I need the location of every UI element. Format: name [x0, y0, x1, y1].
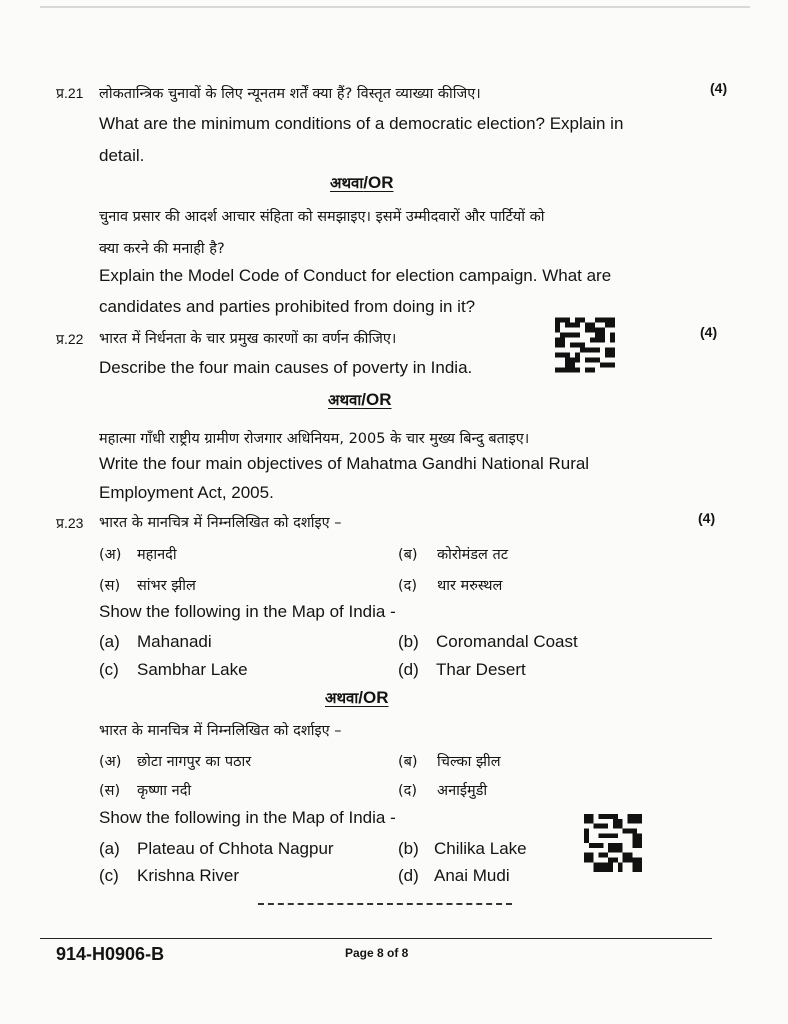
question-22-hindi: भारत में निर्धनता के चार प्रमुख कारणों का वर्णन कीजिए। [99, 331, 397, 347]
option-text: Krishna River [137, 866, 240, 885]
option-label: (b) [398, 632, 419, 651]
question-21-or-divider [330, 173, 394, 193]
option-label: (अ) [99, 547, 122, 563]
or-english: /OR [363, 173, 394, 192]
page-top-edge [40, 6, 750, 8]
question-22-number: प्र.22 [56, 331, 84, 347]
option-text: सांभर झील [137, 578, 196, 594]
question-23-alt-english: Show the following in the Map of India - [99, 808, 396, 827]
question-21-number: प्र.21 [56, 85, 84, 101]
question-21-marks: (4) [710, 80, 728, 96]
option-text: Sambhar Lake [137, 660, 248, 679]
question-21-alt-english-line1: Explain the Model Code of Conduct for election campaign. What are [99, 266, 612, 285]
question-21-english-line1: What are the minimum conditions of a democratic election? Explain in [99, 114, 624, 133]
option-text: अनाईमुडी [437, 783, 488, 799]
option-text: Anai Mudi [434, 866, 510, 885]
option-text: Thar Desert [436, 660, 526, 679]
option-label: (b) [398, 839, 419, 858]
or-hindi: अथवा [328, 391, 362, 409]
question-21-alt-english-line2: candidates and parties prohibited from doing in it? [99, 297, 476, 316]
question-22-english: Describe the four main causes of poverty in India. [99, 358, 473, 377]
question-21-hindi: लोकतान्त्रिक चुनावों के लिए न्यूनतम शर्तें क्या हैं? विस्तृत व्याख्या कीजिए। [99, 86, 481, 102]
option-label: (अ) [99, 754, 122, 770]
option-label: (द) [398, 783, 418, 799]
option-text: Chilika Lake [434, 839, 527, 858]
or-hindi: अथवा [330, 174, 364, 192]
option-label: (c) [99, 866, 119, 885]
question-23-or-divider [325, 688, 389, 708]
question-23-alt-hindi: भारत के मानचित्र में निम्नलिखित को दर्शाइए – [99, 723, 342, 739]
question-23-english: Show the following in the Map of India - [99, 602, 396, 621]
or-english: /OR [361, 390, 392, 409]
question-23-marks: (4) [698, 510, 716, 526]
question-22-alt-english-line2: Employment Act, 2005. [99, 483, 274, 502]
option-text: चिल्का झील [437, 754, 501, 770]
option-label: (c) [99, 660, 119, 679]
option-label: (a) [99, 839, 120, 858]
option-label: (a) [99, 632, 120, 651]
qr-code-icon [584, 814, 642, 872]
question-23-number: प्र.23 [56, 515, 84, 531]
qr-code-icon [555, 317, 615, 373]
option-text: थार मरुस्थल [437, 578, 503, 594]
option-label: (द) [398, 578, 418, 594]
option-text: महानदी [137, 547, 177, 563]
option-text: छोटा नागपुर का पठार [137, 754, 252, 770]
option-label: (स) [99, 783, 121, 799]
footer-rule [40, 938, 712, 939]
option-text: Mahanadi [137, 632, 212, 651]
page-number: Page 8 of 8 [345, 946, 409, 960]
or-english: /OR [358, 688, 389, 707]
question-21-english-line2: detail. [99, 146, 145, 165]
end-of-paper-dotted-line [258, 903, 512, 905]
option-label: (ब) [398, 547, 418, 563]
option-label: (स) [99, 578, 121, 594]
question-23-hindi: भारत के मानचित्र में निम्नलिखित को दर्शाइए – [99, 515, 342, 531]
option-text: कोरोमंडल तट [437, 547, 509, 563]
question-21-alt-hindi-line1: चुनाव प्रसार की आदर्श आचार संहिता को समझाइए। इसमें उम्मीदवारों और पार्टियों को [99, 209, 545, 225]
question-22-alt-english-line1: Write the four main objectives of Mahatma Gandhi National Rural [99, 454, 590, 473]
option-label: (d) [398, 866, 419, 885]
paper-code: 914-H0906-B [56, 944, 165, 964]
question-22-marks: (4) [700, 324, 718, 340]
or-hindi: अथवा [325, 689, 359, 707]
option-label: (d) [398, 660, 419, 679]
question-22-or-divider [328, 390, 392, 410]
question-22-alt-hindi: महात्मा गाँधी राष्ट्रीय ग्रामीण रोजगार अधिनियम, 2005 के चार मुख्य बिन्दु बताइए। [99, 431, 530, 447]
option-text: Coromandal Coast [436, 632, 578, 651]
option-text: कृष्णा नदी [137, 783, 192, 799]
question-21-alt-hindi-line2: क्या करने की मनाही है? [99, 241, 225, 257]
option-text: Plateau of Chhota Nagpur [137, 839, 334, 858]
option-label: (ब) [398, 754, 418, 770]
